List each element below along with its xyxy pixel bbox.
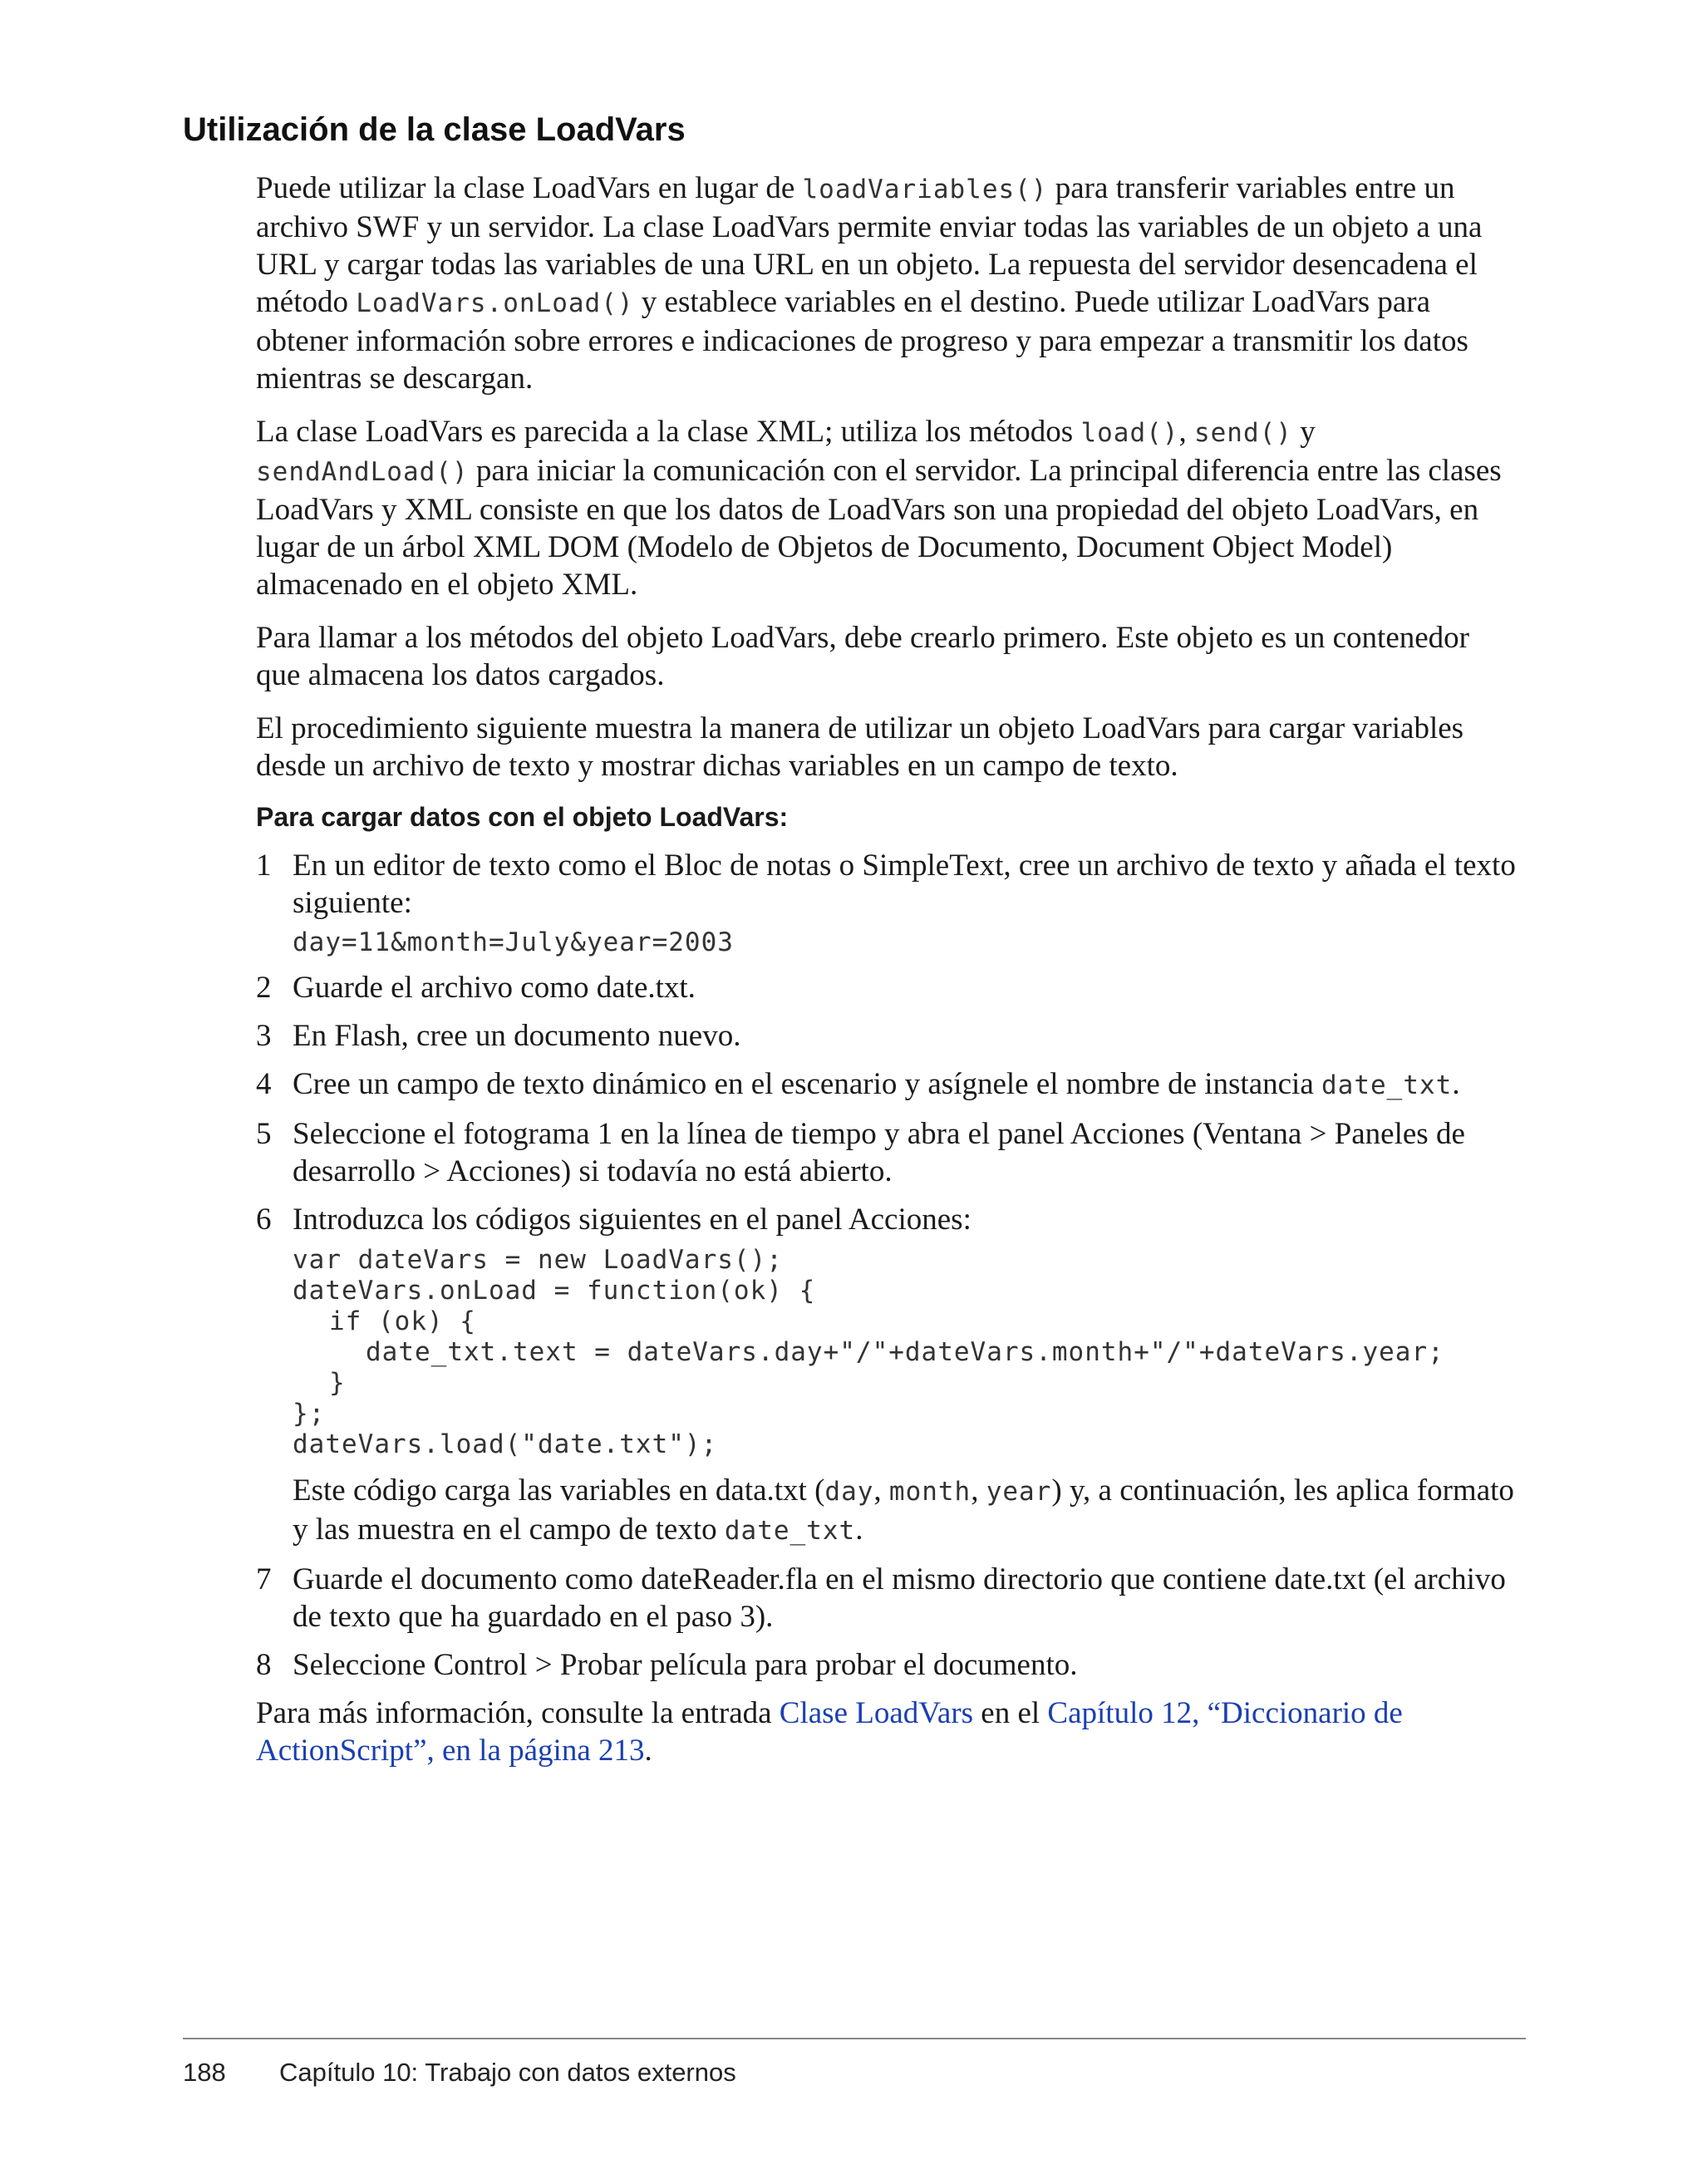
code-line: };	[293, 1399, 326, 1429]
code-line: }	[329, 1368, 346, 1398]
text-run: para transferir variables entre un archivo SWF y un servidor. La clase LoadVars permite enviar todas las variables de un objeto a una URL y cargar todas las variables de una URL en un objeto. La repuesta del servidor desencadena el método	[256, 171, 1483, 319]
step-number: 7	[256, 1562, 272, 1596]
chapter-title: Capítulo 10: Trabajo con datos externos	[279, 2058, 736, 2087]
step-item	[256, 1201, 1519, 1550]
paragraph-intro	[256, 170, 1519, 397]
step-text: Guarde el documento como dateReader.fla en el mismo directorio que contiene date.txt (el archivo de texto que ha guardado en el paso 3).	[293, 1562, 1506, 1634]
step-number: 6	[256, 1203, 272, 1237]
text-run: Este código carga las variables en data.txt (	[293, 1473, 825, 1508]
inline-code: date_txt	[1321, 1070, 1453, 1100]
text-run: La clase LoadVars es parecida a la clase XML; utiliza los métodos	[256, 415, 1081, 449]
step-text: En un editor de texto como el Bloc de notas o SimpleText, cree un archivo de texto y añada el texto siguiente:	[293, 849, 1516, 920]
text-run: para iniciar la comunicación con el servidor. La principal diferencia entre las clases LoadVars y XML consiste en que los datos de LoadVars son una propiedad del objeto LoadVars, en lugar de un árbol XML DOM (Modelo de Objetos de Documento, Document Object Model) almacenado en el objeto XML.	[256, 454, 1502, 602]
paragraph-more-info	[256, 1695, 1519, 1769]
text-run: .	[855, 1513, 863, 1547]
step-item	[256, 1017, 1519, 1055]
footer-divider	[183, 2038, 1526, 2039]
link-loadvars-class[interactable]: Clase LoadVars	[779, 1696, 974, 1730]
step-item	[256, 969, 1519, 1006]
step-text: En Flash, cree un documento nuevo.	[293, 1019, 741, 1053]
procedure-steps	[256, 847, 1519, 1684]
inline-code: loadVariables()	[802, 175, 1048, 204]
code-explanation	[293, 1472, 1519, 1550]
text-run: ,	[1178, 415, 1194, 449]
step-item	[256, 1561, 1519, 1636]
step-item	[256, 1646, 1519, 1684]
text-run: en el	[973, 1696, 1048, 1730]
text-run: Puede utilizar la clase LoadVars en lugar de	[256, 171, 803, 205]
code-line: var dateVars = new LoadVars();	[293, 1245, 783, 1275]
inline-code: month	[888, 1477, 972, 1507]
step-text: Introduzca los códigos siguientes en el panel Acciones:	[293, 1203, 972, 1237]
code-sample: day=11&month=July&year=2003	[293, 927, 734, 957]
step-number: 5	[256, 1117, 272, 1151]
text-run: ,	[873, 1473, 889, 1508]
text-run: y	[1291, 415, 1316, 449]
text-run: y establece variables en el destino. Puede utilizar LoadVars para obtener información sobre errores e indicaciones de progreso y para empezar a transmitir los datos mientras se descargan.	[256, 285, 1468, 396]
code-block	[293, 1245, 1519, 1460]
page-footer	[183, 2058, 736, 2088]
step-item	[256, 1065, 1519, 1104]
text-run: ) y, a continuación, les aplica formato y las muestra en el campo de texto	[293, 1473, 1514, 1547]
paragraph-create-object: Para llamar a los métodos del objeto LoadVars, debe crearlo primero. Este objeto es un contenedor que almacena los datos cargados.	[256, 621, 1469, 692]
code-line: dateVars.load("date.txt");	[293, 1429, 718, 1459]
paragraph-procedure-intro: El procedimiento siguiente muestra la manera de utilizar un objeto LoadVars para cargar variables desde un archivo de texto y mostrar dichas variables en un campo de texto.	[256, 711, 1464, 783]
step-item	[256, 1115, 1519, 1190]
inline-code: year	[986, 1477, 1052, 1507]
step-number: 3	[256, 1019, 272, 1053]
text-run: Para más información, consulte la entrada	[256, 1696, 780, 1730]
inline-code: day	[824, 1477, 874, 1507]
code-line: dateVars.onLoad = function(ok) {	[293, 1276, 816, 1306]
code-line: date_txt.text = dateVars.day+"/"+dateVars.month+"/"+dateVars.year;	[366, 1337, 1444, 1367]
section-heading: Utilización de la clase LoadVars	[183, 111, 686, 148]
inline-code: date_txt	[724, 1516, 856, 1546]
link-chapter-12[interactable]: Capítulo 12, “Diccionario de ActionScript”, en la página 213	[256, 1696, 1403, 1768]
text-run: .	[1452, 1067, 1460, 1101]
step-text: Seleccione el fotograma 1 en la línea de tiempo y abra el panel Acciones (Ventana > Paneles de desarrollo > Acciones) si todavía no está abierto.	[293, 1117, 1465, 1188]
text-run: .	[644, 1734, 652, 1768]
inline-code: LoadVars.onLoad()	[356, 288, 634, 318]
paragraph-xml-comparison	[256, 413, 1519, 603]
step-text: Guarde el archivo como date.txt.	[293, 971, 696, 1005]
step-text: Seleccione Control > Probar película para probar el documento.	[293, 1648, 1078, 1682]
step-item	[256, 847, 1519, 958]
body-text	[256, 170, 1519, 1785]
procedure-heading: Para cargar datos con el objeto LoadVars:	[256, 802, 789, 832]
step-number: 8	[256, 1648, 272, 1682]
page-number: 188	[183, 2058, 226, 2087]
step-number: 4	[256, 1067, 272, 1101]
code-line: if (ok) {	[329, 1306, 476, 1336]
step-number: 2	[256, 971, 272, 1005]
text-run: ,	[971, 1473, 986, 1508]
inline-code: load()	[1080, 418, 1179, 448]
inline-code: send()	[1193, 418, 1292, 448]
step-number: 1	[256, 849, 272, 883]
step-text: Cree un campo de texto dinámico en el escenario y asígnele el nombre de instancia	[293, 1067, 1322, 1101]
inline-code: sendAndLoad()	[256, 457, 469, 487]
